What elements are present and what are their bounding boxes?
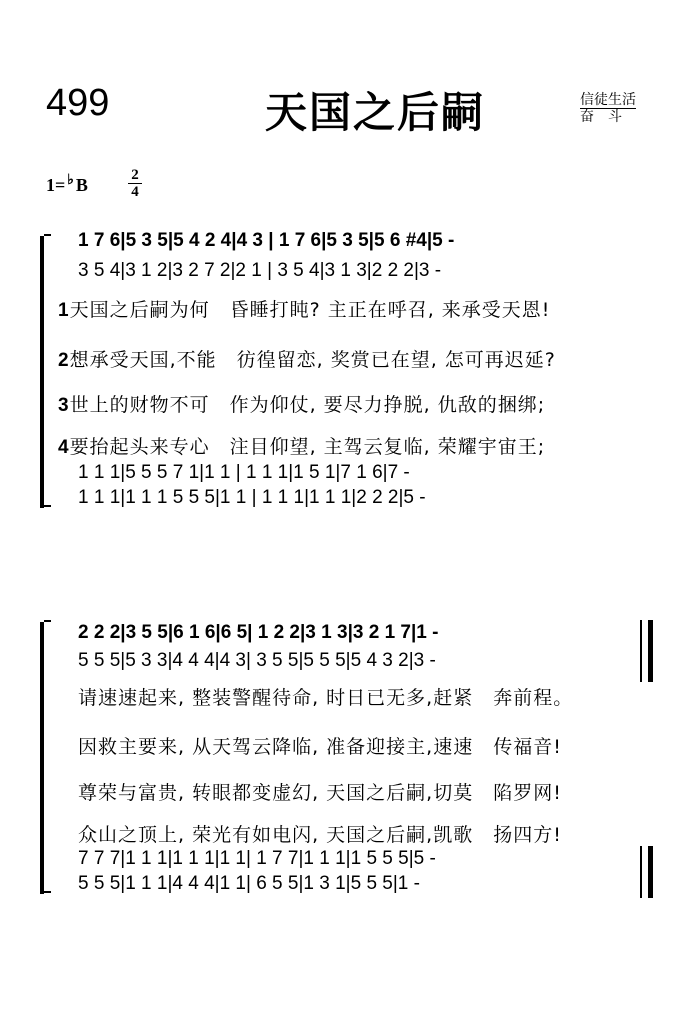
- hymn-title: 天国之后嗣: [265, 88, 486, 137]
- system2-soprano-line: 2 2 2|3 5 5|6 1 6|6 5| 1 2 2|3 1 3|3 2 1 7|1 -: [78, 622, 439, 643]
- system2-bass-line: 5 5 5|1 1 1|4 4 4|1 1| 6 5 5|1 3 1|5 5 5|1 -: [78, 873, 420, 894]
- system2-alto-line: 5 5 5|5 3 3|4 4 4|4 3| 3 5 5|5 5 5|5 4 3 2|3 -: [78, 650, 436, 671]
- system2-verse-4: 众山之顶上, 荣光有如电闪, 天国之后嗣,凯歌 扬四方!: [78, 824, 562, 846]
- system1-alto-line: 3 5 4|3 1 2|3 2 7 2|2 1 | 3 5 4|3 1 3|2 2 2|3 -: [78, 260, 442, 281]
- final-barline-thick-top: [648, 620, 653, 682]
- category-bottom: 奋 斗: [580, 109, 622, 125]
- system1-tenor-line: 1 1 1|5 5 5 7 1|1 1 | 1 1 1|1 5 1|7 1 6|7 -: [78, 462, 410, 483]
- final-barline-thick-bottom: [648, 846, 653, 898]
- system1-brace: [40, 236, 44, 508]
- key-prefix: 1=: [46, 175, 66, 195]
- system2-brace: [40, 622, 44, 894]
- system1-verse-4: 4要抬起头来专心 注目仰望, 主驾云复临, 荣耀宇宙王;: [58, 436, 546, 458]
- final-barline-thin-bottom: [640, 846, 642, 898]
- hymn-number: 499: [46, 82, 110, 124]
- time-signature: [128, 168, 142, 199]
- system1-verse-1: 1天国之后嗣为何 昏睡打盹? 主正在呼召, 来承受天恩!: [58, 299, 551, 321]
- system1-verse-3: 3世上的财物不可 作为仰仗, 要尽力挣脱, 仇敌的捆绑;: [58, 394, 546, 416]
- key-signature: [46, 175, 88, 196]
- system1-soprano-line: 1 7 6|5 3 5|5 4 2 4|4 3 | 1 7 6|5 3 5|5 6 #4|5 -: [78, 230, 455, 251]
- system1-bass-line: 1 1 1|1 1 1 5 5 5|1 1 | 1 1 1|1 1 1|2 2 2|5 -: [78, 487, 426, 508]
- key-note: B: [75, 175, 88, 195]
- flat-symbol: ♭: [67, 173, 74, 188]
- system2-verse-3: 尊荣与富贵, 转眼都变虚幻, 天国之后嗣,切莫 陷罗网!: [78, 782, 562, 804]
- system2-verse-2: 因救主要来, 从天驾云降临, 准备迎接主,速速 传福音!: [78, 736, 562, 758]
- final-barline-thin-top: [640, 620, 642, 682]
- category-top: 信徒生活: [580, 92, 636, 108]
- system1-verse-2: 2想承受天国,不能 彷徨留恋, 奖赏已在望, 怎可再迟延?: [58, 349, 556, 371]
- system2-verse-1: 请速速起来, 整装警醒待命, 时日已无多,赶紧 奔前程。: [78, 687, 574, 709]
- time-top: 2: [131, 167, 139, 183]
- hymn-category: [580, 92, 636, 125]
- time-bottom: 4: [131, 184, 139, 200]
- system2-tenor-line: 7 7 7|1 1 1|1 1 1|1 1| 1 7 7|1 1 1|1 5 5 5|5 -: [78, 848, 436, 869]
